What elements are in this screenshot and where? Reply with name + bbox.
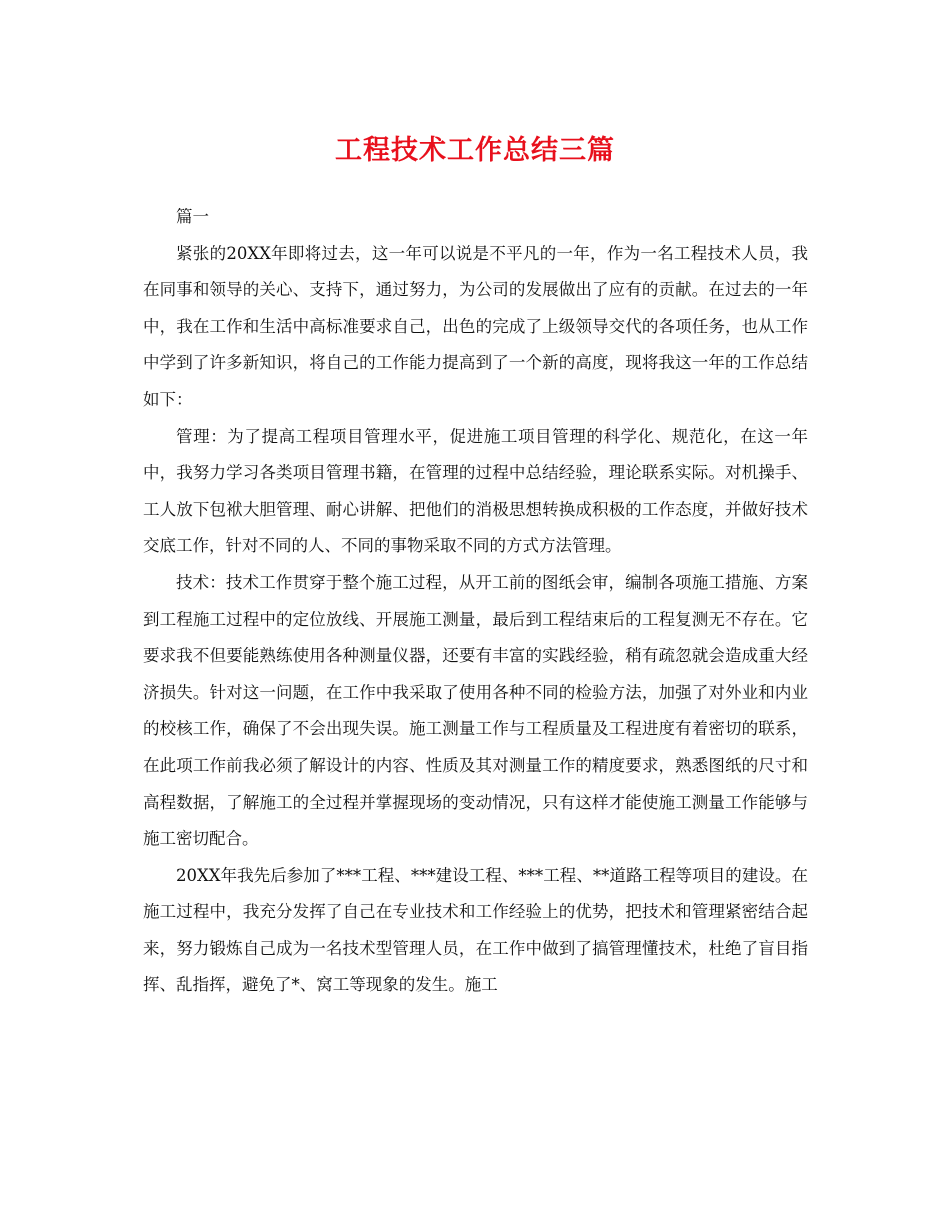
paragraph-intro: 紧张的20XX年即将过去，这一年可以说是不平凡的一年，作为一名工程技术人员，我在同事和领导的关心、支持下，通过努力，为公司的发展做出了应有的贡献。在过去的一年中，我在工作和生活中高标准要求自己，出色的完成了上级领导交代的各项任务，也从工作中学到了许多新知识，将自己的工作能力提高到了一个新的高度，现将我这一年的工作总结如下： [143, 243, 808, 409]
document-title: 工程技术工作总结三篇 [335, 135, 615, 166]
paragraph-technology: 技术：技术工作贯穿于整个施工过程，从开工前的图纸会审，编制各项施工措施、方案到工程施工过程中的定位放线、开展施工测量，最后到工程结束后的工程复测无不存在。它要求我不但要能熟练使用各种测量仪器，还要有丰富的实践经验，稍有疏忽就会造成重大经济损失。针对这一问题，在工作中我采取了使用各种不同的检验方法，加强了对外业和内业的校核工作，确保了不会出现失误。施工测量工作与工程质量及工程进度有着密切的联系，在此项工作前我必须了解设计的内容、性质及其对测量工作的精度要求，熟悉图纸的尺寸和高程数据，了解施工的全过程并掌握现场的变动情况，只有这样才能使施工测量工作能够与施工密切配合。 [143, 572, 808, 849]
document-body [143, 199, 808, 1004]
section-label: 篇一 [176, 207, 209, 226]
paragraph-projects: 20XX年我先后参加了***工程、***建设工程、***工程、**道路工程等项目的建设。在施工过程中，我充分发挥了自己在专业技术和工作经验上的优势，把技术和管理紧密结合起来，努力锻炼自己成为一名技术型管理人员，在工作中做到了搞管理懂技术，杜绝了盲目指挥、乱指挥，避免了*、窝工等现象的发生。施工 [143, 865, 808, 995]
paragraph-management: 管理：为了提高工程项目管理水平，促进施工项目管理的科学化、规范化，在这一年中，我努力学习各类项目管理书籍，在管理的过程中总结经验，理论联系实际。对机操手、工人放下包袱大胆管理、耐心讲解、把他们的消极思想转换成积极的工作态度，并做好技术交底工作，针对不同的人、不同的事物采取不同的方式方法管理。 [143, 426, 808, 556]
